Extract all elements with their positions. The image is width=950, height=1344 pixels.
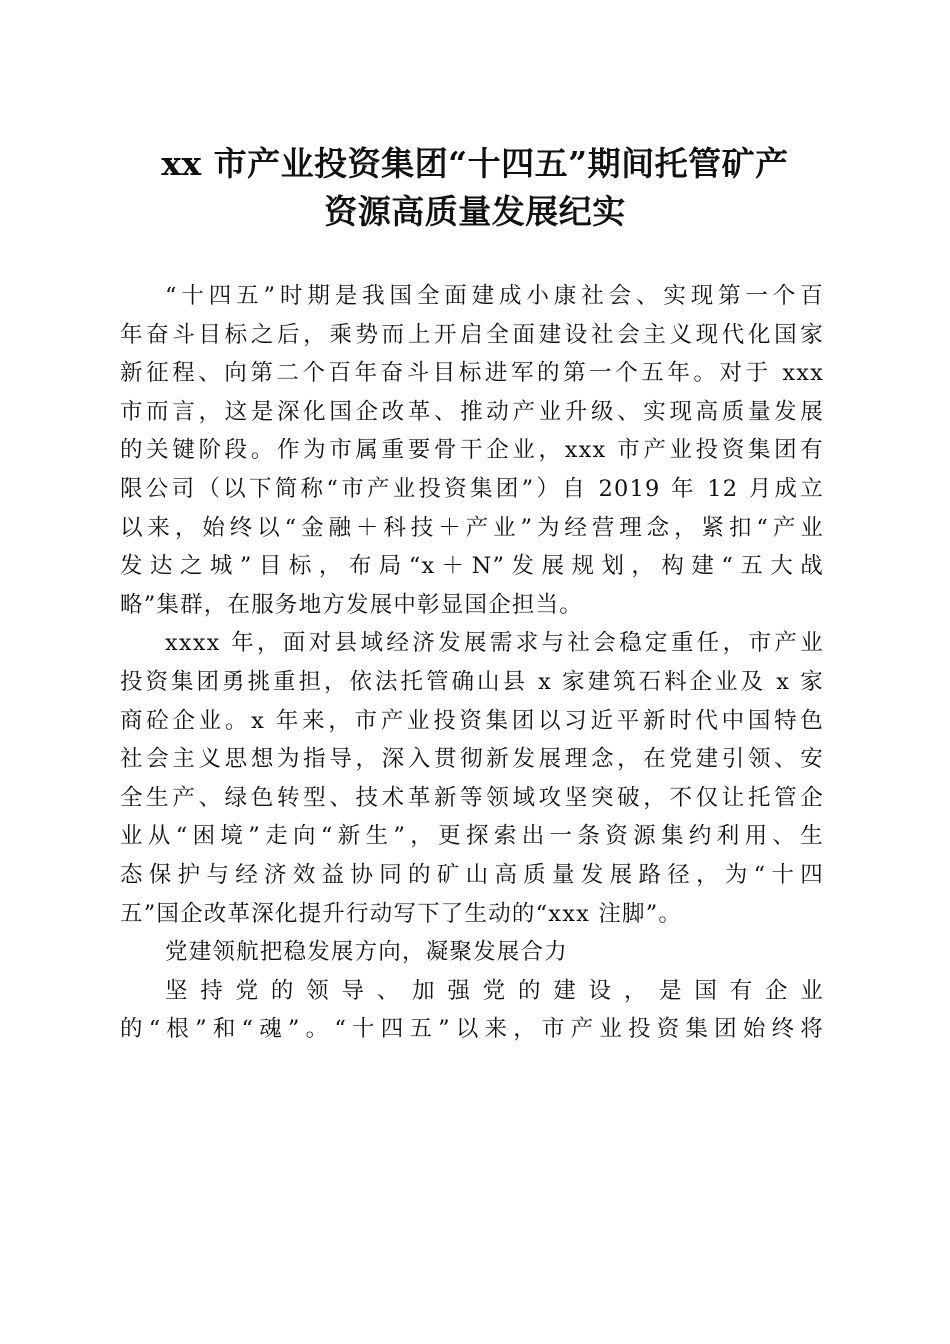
paragraph-2-line-4: 社会主义思想为指导，深入贯彻新发展理念，在党建引领、安 (120, 746, 824, 773)
paragraph-2-line-3: 商砼企业。x 年来，市产业投资集团以习近平新时代中国特色 (120, 707, 824, 734)
paragraph-2-line-2: 投资集团勇挑重担，依法托管确山县 x 家建筑石料企业及 x 家 (120, 668, 824, 695)
paragraph-1-line-3: 新征程、向第二个百年奋斗目标进军的第一个五年。对于 xxx (120, 360, 824, 387)
title-line-2: 资源高质量发展纪实 (324, 192, 626, 231)
document-body (120, 277, 824, 1049)
paragraph-1-line-7: 以来，始终以“金融＋科技＋产业”为经营理念，紧扣“产业 (120, 514, 824, 541)
paragraph-1-line-5: 的关键阶段。作为市属重要骨干企业，xxx 市产业投资集团有 (120, 437, 824, 464)
paragraph-3-line-1: 坚持党的领导、加强党的建设，是国有企业 (165, 977, 824, 1004)
paragraph-3-line-2: 的“根”和“魂”。“十四五”以来，市产业投资集团始终将 (120, 1016, 824, 1043)
paragraph-2-line-5: 全生产、绿色转型、技术革新等领域攻坚突破，不仅让托管企 (120, 784, 824, 811)
section-heading: 党建领航把稳发展方向，凝聚发展合力 (165, 939, 568, 966)
paragraph-1-line-9: 略”集群，在服务地方发展中彰显国企担当。 (120, 591, 584, 618)
title-line-1: xx 市产业投资集团“十四五”期间托管矿产 (161, 144, 789, 183)
document-title (110, 140, 840, 236)
paragraph-1-line-1: “十四五”时期是我国全面建成小康社会、实现第一个百 (165, 283, 824, 309)
paragraph-1-line-4: 市而言，这是深化国企改革、推动产业升级、实现高质量发展 (120, 398, 824, 425)
paragraph-2-line-8: 五”国企改革深化提升行动写下了生动的“xxx 注脚”。 (120, 900, 683, 927)
paragraph-1-line-6: 限公司（以下简称“市产业投资集团”）自 2019 年 12 月成立 (120, 475, 824, 502)
paragraph-1-line-2: 年奋斗目标之后，乘势而上开启全面建设社会主义现代化国家 (120, 321, 824, 348)
paragraph-2-line-6: 业从“困境”走向“新生”，更探索出一条资源集约利用、生 (120, 823, 824, 850)
paragraph-2-line-1: xxxx 年，面对县域经济发展需求与社会稳定重任，市产业 (165, 630, 824, 657)
paragraph-2-line-7: 态保护与经济效益协同的矿山高质量发展路径，为“十四 (120, 861, 824, 888)
paragraph-1-line-8: 发达之城”目标，布局“x＋N”发展规划，构建“五大战 (120, 553, 824, 580)
